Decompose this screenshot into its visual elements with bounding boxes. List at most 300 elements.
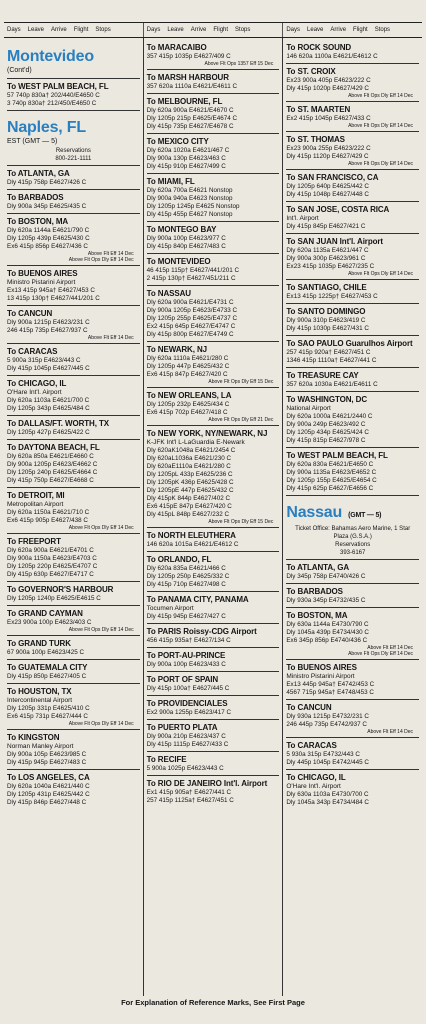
header-label: Arrive (190, 27, 207, 33)
flight-row: Ex13 415p 1225p† E4627/453 C (286, 293, 378, 300)
flight-row: Dly 415p 850p E4627/405 C (7, 673, 87, 680)
flight-row: Dly 1205pE 447p E4625/432 C (146, 487, 234, 494)
flight-row: Dly 620a 900a E4621/E4670 C (146, 107, 234, 114)
destination-block (286, 737, 419, 767)
contact-note: Plaza (G.S.A.) (333, 534, 372, 540)
flight-row: Ex13 445p 945a† E4742/453 C (286, 681, 375, 688)
timetable-columns (4, 38, 422, 996)
destination-title: To ST. CROIX (286, 67, 336, 76)
airport-name: Ministro Pistarini Airport (7, 279, 76, 286)
destination-title: To WEST PALM BEACH, FL (286, 451, 388, 460)
destination-block (7, 729, 140, 767)
airport-name: O'Hare Int'l. Airport (7, 389, 62, 396)
destination-title: To MELBOURNE, FL (146, 97, 223, 106)
origin-city-subtitle: EST (GMT — 5) (7, 138, 58, 145)
flight-row: Dly 620a 1135a E4621/447 C (286, 247, 369, 254)
header-label: Days (286, 27, 301, 33)
flight-row: Dly 1205p 1240p E4625/E4615 C (7, 595, 101, 602)
destination-block (286, 769, 419, 807)
flight-row: Ex6 415p 847p E4627/420 C (146, 371, 228, 378)
flight-row: 46 415p 115p† E4627/441/201 C (146, 267, 239, 274)
flight-row: Dly 415p 1030p E4627/431 C (286, 325, 369, 332)
origin-city-block (7, 40, 140, 76)
destination-title: To WEST PALM BEACH, FL (7, 82, 109, 91)
destination-block (147, 751, 280, 773)
airport-name: O'Hare Int'l. Airport (286, 783, 341, 790)
destination-block (7, 439, 140, 485)
destination-block (7, 635, 140, 657)
destination-title: To SAN JOSE, COSTA RICA (286, 205, 390, 214)
flight-row: Dly 930a 345p E4732/435 C (286, 597, 366, 604)
destination-title: To CANCUN (286, 703, 332, 712)
destination-block (7, 375, 140, 413)
destination-block (7, 769, 140, 807)
destination-block (286, 63, 419, 99)
flight-row: 57 740p 830a† 202/440/E4650 C (7, 92, 100, 99)
flight-row: 13 415p 130p† E4627/441/201 C (7, 295, 100, 302)
destination-title: To ST. THOMAS (286, 135, 345, 144)
contact-note: Ticket Office: Bahamas Aero Marine, 1 Star (295, 526, 411, 532)
airport-name: Ministro Pistarini Airport (286, 673, 355, 680)
destination-block (7, 265, 140, 303)
destination-title: To WASHINGTON, DC (286, 395, 368, 404)
destination-title: To PUERTO PLATA (146, 723, 218, 732)
destination-block (147, 591, 280, 621)
flight-row: Dly 900a 210p E4623/437 C (146, 733, 226, 740)
flight-row: Dly 1205p 431p E4625/442 C (7, 791, 90, 798)
flight-row: 5 900a 1025p E4623/443 C (146, 765, 224, 772)
destination-title: To BOSTON, MA (7, 217, 69, 226)
destination-title: To BARBADOS (286, 587, 343, 596)
flight-row: Dly 900a 105p E4623/985 C (7, 751, 87, 758)
destination-title: To PORT-AU-PRINCE (146, 651, 226, 660)
destination-block (147, 93, 280, 131)
destination-title: To FREEPORT (7, 537, 61, 546)
destination-title: To BARBADOS (7, 193, 64, 202)
flight-row: 257 415p 1125a† E4627/451 C (146, 797, 234, 804)
destination-block (286, 607, 419, 657)
destination-block (286, 201, 419, 231)
flight-row: Dly 415p 800p E4627/E4749 C (146, 331, 234, 338)
header-label: Flight (353, 27, 368, 33)
flight-row: Dly 900a 1150a E4623/E4703 C (7, 555, 97, 562)
flight-row: 2 415p 130p† E4627/451/211 C (146, 275, 236, 282)
destination-title: To GOVERNOR'S HARBOUR (7, 585, 114, 594)
destination-block (286, 101, 419, 129)
flight-row: Dly 1205p 250p E4625/332 C (146, 573, 230, 580)
destination-block (147, 695, 280, 717)
destination-block (147, 527, 280, 549)
schedule-note: Above Flt Ops Dly Eff 14 Dec (68, 525, 134, 531)
flight-row: 5 930a 315p E4732/443 C (286, 751, 360, 758)
flight-row: Dly 1205p 1245p E4625 Nonstop (146, 203, 240, 210)
destination-block (147, 221, 280, 251)
header-label: Stops (235, 27, 251, 33)
destination-title: To RIO DE JANEIRO Int'l. Airport (146, 779, 268, 788)
destination-title: To CHICAGO, IL (286, 773, 346, 782)
flight-row: Dly 415p 910p E4627/499 C (146, 163, 226, 170)
flight-row: Dly 415p 945p E4627/483 C (7, 759, 87, 766)
schedule-note: Above Flt Ops Dly Eff 14 Dec (348, 161, 414, 167)
flight-row: Ex6 415pE 847p E4627/420 C (146, 503, 232, 510)
airport-name: Tocumen Airport (146, 605, 194, 612)
destination-title: To HOUSTON, TX (7, 687, 72, 696)
origin-city-block (286, 495, 419, 557)
destination-title: To NASSAU (146, 289, 191, 298)
destination-title: To ST. MAARTEN (286, 105, 351, 114)
header-label: Arrive (51, 27, 67, 33)
destination-title: To SAO PAULO Guarulhos Airport (286, 339, 413, 348)
schedule-note: Above Flt Eff 14 Dec (87, 335, 134, 341)
destination-block (147, 719, 280, 749)
flight-row: 146 620a 1015a E4621/E4612 C (146, 541, 239, 548)
flight-row: Dly 1205p 439p E4625/430 C (7, 235, 90, 242)
destination-title: To PANAMA CITY, PANAMA (146, 595, 249, 604)
flight-row: Dly 620aL1036a E4621/230 C (146, 455, 232, 462)
destination-title: To BOSTON, MA (286, 611, 348, 620)
airport-name: Norman Manley Airport (7, 743, 74, 750)
header-label: Days (146, 27, 161, 33)
destination-title: To GRAND CAYMAN (7, 609, 83, 618)
destination-block (286, 659, 419, 697)
flight-row: Ex2 900a 1255p E4623/417 C (146, 709, 232, 716)
flight-row: Dly 1205p 331p E4625/410 C (7, 705, 90, 712)
destination-title: To ORLANDO, FL (146, 555, 212, 564)
flight-row: Dly 415p 815p E4627/978 C (286, 437, 366, 444)
schedule-note: Above Flt Ops Dly Eff 14 Dec (68, 721, 134, 727)
destination-title: To KINGSTON (7, 733, 60, 742)
flight-row: Dly 415p 455p E4627 Nonstop (146, 211, 233, 218)
flight-row: Dly 1045a 343p E4734/484 C (286, 799, 369, 806)
flight-row: 1346 415p 1110a† E4627/441 C (286, 357, 377, 364)
destination-title: To SAN JUAN Int'l. Airport (286, 237, 383, 246)
header-label: Leave (307, 27, 324, 33)
origin-city-name: Naples, FL (7, 119, 86, 136)
flight-row: Dly 630a 1144a E4730/790 C (286, 621, 369, 628)
destination-block (7, 605, 140, 633)
origin-city-block (7, 110, 140, 163)
destination-block (147, 671, 280, 693)
destination-title: To BUENOS AIRES (7, 269, 78, 278)
destination-block (286, 447, 419, 493)
flight-row: 257 415p 920a† E4627/451 C (286, 349, 371, 356)
destination-title: To SANTIAGO, CHILE (286, 283, 367, 292)
flight-row: Dly 620a 1144a E4621/790 C (7, 227, 90, 234)
header-label: Arrive (330, 27, 347, 33)
flight-row: Dly 1205p 155p E4625/E4654 C (286, 477, 377, 484)
destination-title: To MONTEGO BAY (146, 225, 217, 234)
destination-block (7, 581, 140, 603)
destination-title: To ROCK SOUND (286, 43, 352, 52)
flight-row: Dly 415p 846p E4627/448 C (7, 799, 87, 806)
destination-block (286, 131, 419, 167)
flight-row: Dly 620a 1103a E4621/700 C (7, 397, 90, 404)
destination-block (286, 367, 419, 389)
destination-block (147, 647, 280, 669)
flight-row: Dly 620a 1110a E4621/280 C (146, 355, 229, 362)
flight-row: Dly 900a 100p E4623/977 C (146, 235, 226, 242)
column-header-bar (4, 22, 422, 38)
flight-row: Dly 620a 900a E4621/E4701 C (7, 547, 94, 554)
flight-row: Dly 1205pK 436p E4625/428 C (146, 479, 234, 486)
flight-row: 4567 715p 945a† E4748/453 C (286, 689, 374, 696)
footer-note: For Explanation of Reference Marks, See First Page (121, 998, 305, 1007)
flight-row: Dly 1205p 220p E4625/E4707 C (7, 563, 98, 570)
flight-row: Dly 415p 1048p E4627/448 C (286, 191, 369, 198)
contact-note: 393-6167 (340, 550, 366, 556)
destination-block (286, 233, 419, 277)
flight-row: Ex6 415p 905p E4627/438 C (7, 517, 88, 524)
flight-row: Dly 900a 1205p E4623/E4662 C (7, 461, 98, 468)
flight-row: 456 415p 935a† E4627/134 C (146, 637, 231, 644)
flight-row: Dly 900a 940a E4623 Nonstop (146, 195, 233, 202)
origin-city-title (7, 48, 140, 66)
flight-row: Dly 900a 300p E4623/961 C (286, 255, 366, 262)
flight-row: Ex6 415p 702p E4627/418 C (146, 409, 228, 416)
destination-title: To NEW YORK, NY/NEWARK, NJ (146, 429, 268, 438)
flight-row: Dly 620aE1110a E4621/280 C (146, 463, 231, 470)
header-label: Flight (73, 27, 89, 33)
destination-block (286, 391, 419, 445)
column-header (283, 23, 422, 37)
flight-row: Dly 900a 1205p E4623/E4733 C (146, 307, 237, 314)
flight-row: Dly 415p 100a† E4627/445 C (146, 685, 230, 692)
schedule-note: Above Flt Eff 14 Dec (367, 645, 414, 651)
destination-block (7, 487, 140, 531)
destination-title: To ATLANTA, GA (286, 563, 350, 572)
destination-title: To SAN FRANCISCO, CA (286, 173, 379, 182)
destination-title: To SANTO DOMINGO (286, 307, 366, 316)
header-label: Stops (374, 27, 391, 33)
flight-row: Dly 415p 1045p E4627/445 C (7, 365, 90, 372)
flight-row: Dly 620a 900a E4621/E4731 C (146, 299, 234, 306)
flight-row: Dly 1205p 240p E4625/E4664 C (7, 469, 98, 476)
schedule-note: Above Flt Eff 14 Dec (367, 729, 414, 735)
flight-row: Ex1 415p 905a† E4627/441 C (146, 789, 232, 796)
destination-block (286, 40, 419, 61)
flight-row: Dly 900a 249p E4623/492 C (286, 421, 366, 428)
flight-row: Dly 630a 1103a E4730/700 C (286, 791, 369, 798)
destination-title: To MONTEVIDEO (146, 257, 211, 266)
schedule-note: Above Flt Eff 14 Dec (87, 251, 134, 257)
flight-row: Dly 1205p 640p E4625/442 C (286, 183, 369, 190)
destination-block (147, 253, 280, 283)
destination-title: To DETROIT, MI (7, 491, 65, 500)
flight-row: Dly 1205p 215p E4625/E4674 C (146, 115, 237, 122)
destination-block (147, 623, 280, 645)
destination-block (7, 305, 140, 341)
destination-title: To CARACAS (286, 741, 337, 750)
destination-title: To CHICAGO, IL (7, 379, 67, 388)
flight-row: Dly 900a 100p E4623/433 C (146, 661, 226, 668)
flight-row: Dly 900a 130p E4623/463 C (146, 155, 226, 162)
column-header (144, 23, 284, 37)
destination-title: To MARACAIBO (146, 43, 207, 52)
destination-title: To NEW ORLEANS, LA (146, 391, 232, 400)
flight-row: 146 620a 1100a E4621/E4612 C (286, 53, 378, 60)
schedule-note: Above Flt Ops Dly Eff 14 Dec (68, 257, 134, 263)
origin-city-subtitle: (Cont'd) (7, 67, 32, 74)
flight-row: Dly 900a 345p E4625/435 C (7, 203, 87, 210)
flight-row: Dly 1205p 255p E4625/E4737 C (146, 315, 237, 322)
flight-row: Dly 415p 630p E4627/E4717 C (7, 571, 94, 578)
flight-row: Dly 620a 700a E4621 Nonstop (146, 187, 233, 194)
flight-row: Dly 1205pL 433p E4625/236 C (146, 471, 233, 478)
airport-name: National Airport (286, 405, 331, 412)
flight-row: Dly 445p 1045p E4742/445 C (286, 759, 369, 766)
destination-block (7, 533, 140, 579)
destination-title: To MIAMI, FL (146, 177, 195, 186)
flight-row: Ex23 415p 1035p E4627/235 C (286, 263, 375, 270)
contact-note: Reservations (335, 542, 371, 548)
flight-row: Dly 415pL 848p E4627/232 C (146, 511, 230, 518)
origin-city-title (7, 119, 140, 137)
destination-title: To MARSH HARBOUR (146, 73, 229, 82)
flight-row: Dly 930a 1215p E4732/231 C (286, 713, 369, 720)
flight-row: Dly 415p 845p E4627/421 C (286, 223, 366, 230)
destination-title: To NEWARK, NJ (146, 345, 208, 354)
flight-row: Dly 1205p 434p E4625/424 C (286, 429, 369, 436)
flight-row: 5 900a 315p E4623/443 C (7, 357, 81, 364)
flight-row: Dly 415p 945p E4627/427 C (146, 613, 226, 620)
destination-block (286, 583, 419, 605)
flight-row: Ex6 415p 731p E4627/444 C (7, 713, 88, 720)
schedule-note: Above Flt Ops Dly Eff 21 Dec (208, 417, 274, 423)
destination-title: To LOS ANGELES, CA (7, 773, 90, 782)
destination-title: To RECIFE (146, 755, 187, 764)
origin-city-title (286, 504, 419, 525)
timetable-column-2 (144, 38, 284, 996)
contact-note: 800-221-1111 (55, 156, 92, 162)
flight-row: Dly 415p 1115p E4627/433 C (146, 741, 229, 748)
destination-block (7, 165, 140, 187)
flight-row: Ex23 900a 255p E4623/222 C (286, 145, 371, 152)
destination-title: To BUENOS AIRES (286, 663, 357, 672)
flight-row: 67 900a 100p E4623/425 C (7, 649, 85, 656)
flight-row: Dly 1045a 439p E4734/430 C (286, 629, 369, 636)
flight-row: Ex2 415p 1045p E4627/433 C (286, 115, 371, 122)
destination-block (7, 189, 140, 211)
destination-block (147, 285, 280, 339)
flight-row: Ex2 415p 645p E4627/E4747 C (146, 323, 236, 330)
schedule-note: Above Flt Ops Dly Eff 15 Dec (208, 519, 274, 525)
flight-row: Dly 415p 710p E4627/498 C (146, 581, 226, 588)
destination-block (147, 387, 280, 423)
destination-block (147, 425, 280, 525)
destination-block (7, 213, 140, 263)
timezone-label: (GMT — 5) (348, 512, 382, 519)
destination-title: To MEXICO CITY (146, 137, 209, 146)
destination-title: To PROVIDENCIALES (146, 699, 228, 708)
flight-row: Dly 1205p 343p E4625/484 C (7, 405, 90, 412)
flight-row: Dly 415p 1120p E4627/429 C (286, 153, 369, 160)
destination-title: To TREASURE CAY (286, 371, 359, 380)
header-label: Leave (27, 27, 45, 33)
destination-title: To PORT OF SPAIN (146, 675, 219, 684)
destination-block (147, 69, 280, 91)
schedule-note: Above Flt Ops 1357 Eff 15 Dec (204, 61, 274, 67)
flight-row: Dly 345p 758p E4740/426 C (286, 573, 366, 580)
destination-title: To GUATEMALA CITY (7, 663, 88, 672)
destination-title: To ATLANTA, GA (7, 169, 70, 178)
flight-row: Ex23 900a 405p E4623/222 C (286, 77, 371, 84)
flight-row: Dly 415p 840p E4627/483 C (146, 243, 226, 250)
flight-row: Dly 415p 750p E4627/E4668 C (7, 477, 94, 484)
destination-block (286, 335, 419, 365)
flight-row: Dly 620a 835a E4621/466 C (146, 565, 226, 572)
schedule-note: Above Flt Ops Dly Eff 14 Dec (68, 627, 134, 633)
destination-title: To DAYTONA BEACH, FL (7, 443, 100, 452)
flight-row: 246 445p 735p E4742/937 C (286, 721, 367, 728)
airport-name: K-JFK Int'l L-LaGuardia E-Newark (146, 439, 245, 446)
destination-block (147, 173, 280, 219)
header-label: Flight (213, 27, 229, 33)
destination-title: To GRAND TURK (7, 639, 71, 648)
flight-row: 357 415p 1035p E4627/409 C (146, 53, 231, 60)
schedule-note: Above Flt Ops Dly Eff 15 Dec (208, 379, 274, 385)
timetable-column-3 (283, 38, 422, 996)
schedule-note: Above Flt Ops Dly Eff 14 Dec (348, 93, 414, 99)
contact-note: Reservations (55, 148, 91, 154)
flight-row: Ex13 415p 945a† E4627/453 C (7, 287, 95, 294)
header-label: Days (7, 27, 21, 33)
flight-row: Dly 415p 625p E4627/E4656 C (286, 485, 374, 492)
destination-block (147, 133, 280, 171)
header-label: Leave (167, 27, 184, 33)
destination-block (147, 341, 280, 385)
flight-row: Dly 620a 830a E4621/E4650 C (286, 461, 374, 468)
flight-row: Ex6 415p 856p E4627/436 C (7, 243, 88, 250)
flight-row: Dly 415p 735p E4627/E4678 C (146, 123, 234, 130)
schedule-note: Above Flt Ops Dly Eff 14 Dec (348, 651, 414, 657)
flight-row: Dly 415p 758p E4627/426 C (7, 179, 87, 186)
airport-name: Metropolitan Airport (7, 501, 64, 508)
destination-block (7, 343, 140, 373)
header-label: Stops (95, 27, 111, 33)
destination-block (286, 169, 419, 199)
flight-row: Dly 620a 1040a E4621/440 C (7, 783, 90, 790)
flight-row: Dly 415p 1020p E4627/429 C (286, 85, 369, 92)
column-header (4, 23, 144, 37)
flight-row: Dly 620a 1150a E4621/710 C (7, 509, 90, 516)
flight-row: Dly 900a 1135a E4623/E4652 C (286, 469, 377, 476)
flight-row: 357 620a 1110a E4621/E4611 C (146, 83, 238, 90)
destination-block (7, 415, 140, 437)
destination-block (147, 775, 280, 805)
destination-block (286, 559, 419, 581)
airport-name: Intercontinental Airport (7, 697, 73, 704)
flight-row: Ex23 900a 100p E4623/403 C (7, 619, 92, 626)
destination-title: To DALLAS/FT. WORTH, TX (7, 419, 109, 428)
origin-city-name: Montevideo (7, 48, 94, 65)
destination-block (286, 699, 419, 735)
destination-title: To CARACAS (7, 347, 58, 356)
destination-block (7, 659, 140, 681)
schedule-note: Above Flt Ops Dly Eff 14 Dec (348, 123, 414, 129)
destination-title: To CANCUN (7, 309, 53, 318)
timetable-column-1 (4, 38, 144, 996)
destination-block (7, 683, 140, 727)
destination-block (286, 279, 419, 301)
flight-row: Dly 900a 310p E4623/419 C (286, 317, 366, 324)
destination-block (7, 78, 140, 108)
flight-row: 3 740p 830a† 212/450/E4650 C (7, 100, 97, 107)
destination-title: To NORTH ELEUTHERA (146, 531, 236, 540)
flight-row: 246 415p 735p E4627/937 C (7, 327, 88, 334)
flight-row: Dly 1205p 427p E4625/422 C (7, 429, 90, 436)
flight-row: Dly 620a 1020a E4621/467 C (146, 147, 230, 154)
flight-row: Dly 1205p 232p E4625/434 C (146, 401, 230, 408)
